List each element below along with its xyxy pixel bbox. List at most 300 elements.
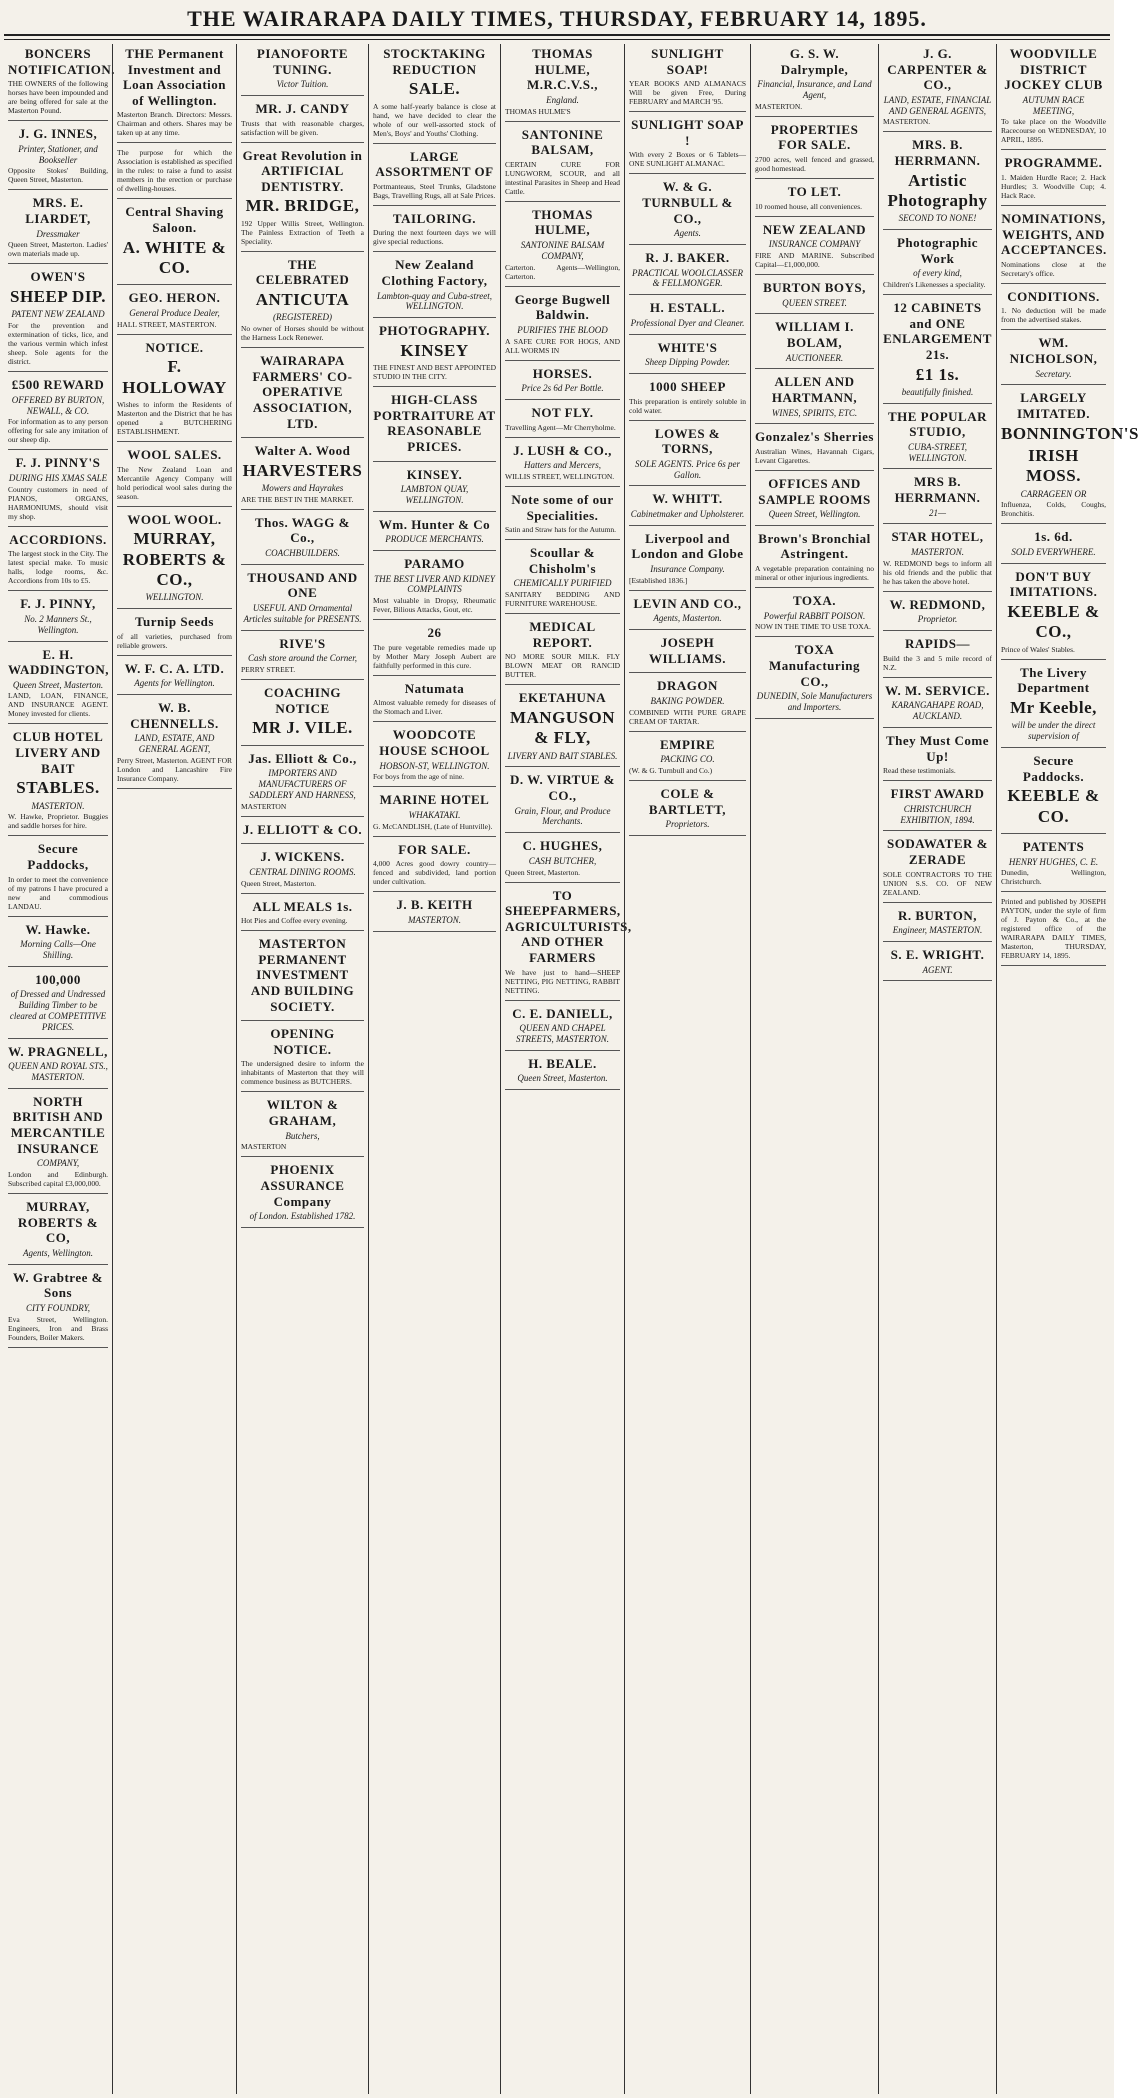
ad-heading: PROGRAMME. bbox=[1004, 155, 1103, 171]
advertisement bbox=[629, 531, 746, 591]
ad-tagline: beautifully finished. bbox=[901, 386, 974, 397]
ad-subheading: SHEEP DIP. bbox=[9, 286, 107, 306]
advertisement bbox=[117, 447, 232, 507]
ad-heading: DRAGON bbox=[657, 678, 718, 694]
advertisement bbox=[241, 570, 364, 631]
advertisement bbox=[117, 700, 232, 789]
ad-heading: THOMAS HULME, bbox=[532, 206, 593, 238]
ad-heading: Wm. Hunter & Co bbox=[378, 516, 491, 532]
ad-heading: Great Revolution in ARTIFICIAL DENTISTRY. bbox=[242, 147, 363, 194]
ad-heading: C. HUGHES, bbox=[522, 838, 603, 854]
ad-heading: MRS. B. HERRMANN. bbox=[894, 137, 981, 168]
ad-heading: WAIRARAPA FARMERS' CO-OPERATIVE ASSOCIATION, LTD. bbox=[252, 353, 353, 431]
ad-tagline: Morning Calls—One Shilling. bbox=[20, 939, 96, 961]
ad-heading: H. BEALE. bbox=[528, 1055, 597, 1071]
ad-tagline: Hatters and Mercers, bbox=[524, 460, 601, 471]
advertisement bbox=[8, 922, 108, 967]
ad-tagline: 21— bbox=[928, 507, 946, 518]
ad-heading: J. LUSH & CO., bbox=[513, 442, 612, 458]
ad-subheading: A. WHITE & CO. bbox=[122, 237, 227, 277]
advertisement bbox=[883, 137, 992, 230]
ad-subheading: KEEBLE & CO. bbox=[1007, 786, 1100, 826]
ad-tagline: QUEEN AND CHAPEL STREETS, MASTERTON. bbox=[515, 1023, 610, 1044]
ad-tagline: Lambton-quay and Cuba-street, WELLINGTON. bbox=[377, 290, 492, 312]
ad-tagline: CENTRAL DINING ROOMS. bbox=[249, 866, 356, 877]
ad-heading: HORSES. bbox=[532, 365, 593, 381]
ad-heading: Thos. WAGG & Co., bbox=[255, 514, 350, 546]
ad-tagline: QUEEN AND ROYAL STS., MASTERTON. bbox=[8, 1061, 108, 1082]
ad-heading: LOWES & TORNS, bbox=[654, 425, 721, 457]
ad-tagline: Cabinetmaker and Upholsterer. bbox=[630, 508, 745, 519]
ad-tagline: DUNEDIN, Sole Manufacturers and Importers. bbox=[756, 691, 873, 713]
ad-heading: KINSEY. bbox=[406, 466, 463, 482]
advertisement bbox=[505, 838, 620, 882]
advertisement bbox=[883, 786, 992, 831]
ad-heading: OFFICES AND SAMPLE ROOMS bbox=[758, 475, 871, 507]
ad-heading: SUNLIGHT SOAP! bbox=[651, 46, 724, 77]
advertisement bbox=[373, 842, 496, 893]
advertisement bbox=[629, 250, 746, 295]
ad-tagline: CASH BUTCHER, bbox=[528, 855, 597, 866]
ad-tagline: HOBSON-ST, WELLINGTON. bbox=[379, 760, 490, 771]
advertisement bbox=[629, 491, 746, 525]
ad-text: SANITARY BEDDING AND FURNITURE WAREHOUSE. bbox=[505, 590, 620, 609]
ad-heading: MARINE HOTEL bbox=[379, 792, 490, 808]
ad-heading: W. & G. TURNBULL & CO., bbox=[642, 179, 733, 226]
ad-heading: Natumata bbox=[404, 680, 465, 696]
ad-tagline: WELLINGTON. bbox=[145, 592, 204, 603]
ad-heading: WILLIAM I. BOLAM, bbox=[775, 319, 854, 350]
advertisement bbox=[755, 476, 874, 526]
advertisement bbox=[8, 195, 108, 264]
advertisement bbox=[1001, 46, 1106, 150]
ad-text: Satin and Straw hats for the Autumn. bbox=[505, 525, 617, 535]
advertisement bbox=[629, 426, 746, 487]
advertisement bbox=[505, 443, 620, 487]
advertisement bbox=[8, 455, 108, 526]
ad-heading: TAILORING. bbox=[392, 210, 477, 226]
ad-tagline: No. 2 Manners St., Wellington. bbox=[24, 613, 92, 635]
ad-tagline: General Produce Dealer, bbox=[129, 307, 220, 318]
ad-text: Australian Wines, Havannah Cigars, Levant Cigarettes. bbox=[755, 446, 874, 465]
ad-text: W. REDMOND begs to inform all his old friends and the public that he has taken the above hotel. bbox=[883, 558, 992, 586]
ad-text: (W. & G. Turnbull and Co.) bbox=[629, 766, 713, 776]
advertisement bbox=[1001, 390, 1139, 524]
advertisement bbox=[117, 614, 232, 656]
ad-tagline: SANTONINE BALSAM COMPANY, bbox=[520, 239, 605, 261]
ad-text: Prince of Wales' Stables. bbox=[1001, 644, 1075, 654]
ad-tagline: LAND, ESTATE, AND GENERAL AGENT, bbox=[134, 733, 215, 755]
ad-text: Perry Street, Masterton. AGENT FOR London and Lancashire Fire Insurance Company. bbox=[117, 756, 232, 784]
advertisement bbox=[8, 1199, 108, 1265]
ad-heading: They Must Come Up! bbox=[885, 733, 990, 764]
advertisement bbox=[629, 379, 746, 421]
ad-text: For information as to any person offering for sale any imitation of our sheep dip. bbox=[8, 417, 108, 445]
ad-heading: PROPERTIES FOR SALE. bbox=[770, 121, 859, 153]
advertisement bbox=[629, 737, 746, 781]
ad-heading: PHOENIX ASSURANCE Company bbox=[260, 1162, 345, 1209]
advertisement bbox=[1001, 839, 1106, 892]
ad-text: LAND, LOAN, FINANCE, AND INSURANCE AGENT. Money invested for clients. bbox=[8, 691, 108, 719]
advertisement bbox=[373, 625, 496, 676]
advertisement bbox=[373, 211, 496, 253]
ad-tagline: COMPANY, bbox=[36, 1158, 80, 1169]
advertisement bbox=[629, 678, 746, 731]
ad-tagline: BAKING POWDER. bbox=[650, 695, 725, 706]
advertisement bbox=[373, 392, 496, 461]
advertisement bbox=[241, 1097, 364, 1157]
ad-heading: W. REDMOND, bbox=[889, 596, 986, 612]
ad-heading: Walter A. Wood bbox=[254, 443, 351, 459]
ad-heading: R. BURTON, bbox=[897, 907, 978, 923]
advertisement bbox=[755, 319, 874, 369]
ad-subheading: MR J. VILE. bbox=[252, 718, 353, 738]
ad-tagline: OFFERED BY BURTON, NEWALL, & CO. bbox=[11, 394, 105, 416]
ad-tagline: Secretary. bbox=[1035, 368, 1072, 379]
ad-text: Queen Street, Masterton. bbox=[505, 867, 580, 877]
ad-heading: WOODCOTE HOUSE SCHOOL bbox=[379, 727, 490, 759]
advertisement bbox=[1001, 289, 1106, 331]
ad-heading: J. WICKENS. bbox=[260, 849, 345, 865]
ad-heading: Scoullar & Chisholm's bbox=[528, 545, 597, 576]
advertisement bbox=[629, 300, 746, 334]
ad-heading: COACHING NOTICE bbox=[264, 685, 341, 716]
ad-tagline: KARANGAHAPE ROAD, AUCKLAND. bbox=[891, 700, 984, 722]
advertisement bbox=[241, 899, 364, 932]
ad-heading: Turnip Seeds bbox=[135, 614, 214, 630]
ad-tagline: LIVERY AND BAIT STABLES. bbox=[507, 750, 618, 761]
ad-heading: Jas. Elliott & Co., bbox=[248, 750, 357, 766]
ad-heading: Photographic Work bbox=[896, 235, 979, 266]
ad-heading: RAPIDS— bbox=[905, 636, 970, 652]
ad-heading: ALLEN AND HARTMANN, bbox=[771, 374, 858, 405]
advertisement bbox=[883, 300, 992, 404]
ad-tagline: MASTERTON. bbox=[31, 800, 85, 811]
ad-tagline: SOLD EVERYWHERE. bbox=[1011, 547, 1096, 558]
advertisement bbox=[1001, 335, 1106, 385]
ad-text: To take place on the Woodville Racecourse on WEDNESDAY, 10 APRIL, 1895. bbox=[1001, 117, 1106, 145]
ad-heading: THOUSAND AND ONE bbox=[247, 569, 358, 601]
advertisement bbox=[241, 148, 364, 252]
ad-subheading: BONNINGTON'S bbox=[1001, 423, 1139, 443]
ad-tagline: Queen Street, Masterton. bbox=[517, 1073, 608, 1084]
ad-text: The New Zealand Loan and Mercantile Agency Company will hold periodical wool sales during the season. bbox=[117, 464, 232, 501]
ad-tagline: Queen Street, Masterton. bbox=[12, 679, 104, 690]
advertisement bbox=[883, 908, 992, 942]
ad-heading: JOSEPH WILLIAMS. bbox=[648, 635, 727, 666]
advertisement bbox=[241, 822, 364, 845]
advertisement bbox=[505, 772, 620, 833]
ad-heading: ACCORDIONS. bbox=[9, 531, 107, 547]
advertisement bbox=[629, 179, 746, 245]
advertisement bbox=[241, 101, 364, 143]
ad-tagline: Insurance Company. bbox=[650, 563, 725, 574]
ad-text: For boys from the age of nine. bbox=[373, 772, 465, 782]
advertisement bbox=[241, 46, 364, 96]
advertisement bbox=[505, 207, 620, 287]
advertisement bbox=[373, 257, 496, 318]
ad-heading: G. S. W. Dalrymple, bbox=[780, 46, 849, 77]
advertisement bbox=[883, 733, 992, 781]
ad-heading: DON'T BUY IMITATIONS. bbox=[1009, 568, 1098, 600]
ad-tagline: Agents. bbox=[674, 228, 701, 239]
ad-heading: Note some of our Specialities. bbox=[511, 491, 614, 523]
ad-text: MASTERTON. bbox=[883, 117, 931, 127]
advertisement bbox=[755, 374, 874, 424]
advertisement bbox=[117, 340, 232, 442]
ad-heading: Gonzalez's Sherries bbox=[755, 429, 874, 445]
ad-heading: 26 bbox=[427, 625, 442, 641]
advertisement bbox=[117, 204, 232, 285]
masthead-rule bbox=[4, 34, 1110, 36]
ad-heading: W. M. SERVICE. bbox=[885, 682, 990, 698]
ad-text: NO MORE SOUR MILK. FLY BLOWN MEAT OR RANCID BUTTER. bbox=[505, 652, 620, 680]
ad-tagline: England. bbox=[546, 94, 579, 105]
advertisement bbox=[505, 545, 620, 614]
ad-tagline: Butchers, bbox=[285, 1130, 320, 1141]
ad-text: Travelling Agent—Mr Cherryholme. bbox=[505, 422, 616, 432]
ad-heading: STAR HOTEL, bbox=[891, 529, 984, 545]
ad-tagline: Agents, Wellington. bbox=[23, 1247, 93, 1258]
advertisement bbox=[1001, 569, 1106, 660]
advertisement bbox=[755, 429, 874, 471]
ad-tagline: PRODUCE MERCHANTS. bbox=[385, 534, 484, 545]
ad-text: Wishes to inform the Residents of Masterton and the District that he has opened a BUTCHERING ESTABLISHMENT. bbox=[117, 400, 232, 437]
ad-tagline: AUTUMN RACE MEETING, bbox=[1022, 94, 1085, 116]
advertisement bbox=[373, 556, 496, 620]
advertisement bbox=[883, 597, 992, 631]
ad-heading: FOR SALE. bbox=[398, 841, 471, 857]
advertisement bbox=[883, 529, 992, 591]
ad-heading: NOMINATIONS, WEIGHTS, AND ACCEPTANCES. bbox=[1001, 210, 1107, 258]
ad-tagline: IMPORTERS AND MANUFACTURERS OF SADDLERY AND HARNESS, bbox=[249, 768, 356, 800]
advertisement bbox=[241, 257, 364, 348]
advertisement bbox=[8, 532, 108, 592]
advertisement bbox=[8, 972, 108, 1039]
ad-tagline: CITY FOUNDRY, bbox=[25, 1302, 91, 1313]
ad-heading: Brown's Bronchial Astringent. bbox=[758, 530, 871, 562]
advertisement bbox=[505, 887, 632, 1001]
ad-heading: New Zealand Clothing Factory, bbox=[381, 257, 488, 288]
ad-text: During the next fourteen days we will give special reductions. bbox=[373, 228, 496, 247]
ad-text: The purpose for which the Association is established as specified in the rules: to raise a fund to assist members in the erection or purchase of dwelling-houses. bbox=[117, 148, 232, 194]
ad-heading: MRS B. HERRMANN. bbox=[894, 474, 981, 506]
advertisement bbox=[373, 517, 496, 551]
ad-heading: 100,000 bbox=[35, 971, 81, 987]
ad-text: For the prevention and extermination of ticks, lice, and the various vermin which infest sheep. Sole agents for the district. bbox=[8, 321, 108, 367]
column-7 bbox=[750, 44, 878, 2094]
advertisement bbox=[373, 46, 496, 144]
ad-tagline: PATENT NEW ZEALAND bbox=[11, 309, 105, 320]
ad-heading: ALL MEALS 1s. bbox=[252, 898, 353, 914]
ad-subheading: STABLES. bbox=[16, 778, 100, 798]
ad-heading: F. J. PINNY'S bbox=[15, 455, 101, 471]
ad-tagline: of Dressed and Undressed Building Timber to be cleared at COMPETITIVE PRICES. bbox=[9, 989, 107, 1032]
ad-tagline: Agents, Masterton. bbox=[653, 613, 722, 624]
advertisement bbox=[755, 122, 874, 179]
advertisement bbox=[755, 46, 874, 117]
ad-heading: C. E. DANIELL, bbox=[512, 1005, 613, 1021]
ad-text: Country customers in need of PIANOS, ORGANS, HARMONIUMS, should visit my shop. bbox=[8, 484, 108, 521]
ad-tagline: Professional Dyer and Cleaner. bbox=[630, 317, 745, 328]
ad-text: MASTERTON. bbox=[755, 101, 803, 111]
ad-heading: R. J. BAKER. bbox=[645, 249, 730, 265]
advertisement bbox=[505, 492, 620, 540]
advertisement bbox=[755, 184, 874, 217]
ad-heading: TOXA. bbox=[792, 593, 837, 609]
advertisement bbox=[8, 729, 108, 836]
ad-text: Build the 3 and 5 mile record of N.Z. bbox=[883, 653, 992, 672]
ad-heading: WHITE'S bbox=[657, 339, 718, 355]
ad-heading: THOMAS HULME, M.R.C.V.S., bbox=[527, 46, 598, 93]
ad-heading: HIGH-CLASS PORTRAITURE AT REASONABLE PRICES. bbox=[373, 392, 496, 454]
ad-tagline: of London. Established 1782. bbox=[249, 1211, 356, 1222]
ad-text: Portmanteaus, Steel Trunks, Gladstone Bags, Travelling Rugs, all at Sale Prices. bbox=[373, 181, 496, 200]
ad-tagline: CUBA-STREET, WELLINGTON. bbox=[907, 441, 968, 463]
ad-heading: MR. J. CANDY bbox=[255, 100, 350, 116]
ad-text: Read these testimonials. bbox=[883, 766, 956, 776]
ad-tagline: DURING HIS XMAS SALE bbox=[8, 472, 108, 483]
ad-tagline: QUEEN STREET. bbox=[782, 297, 847, 308]
advertisement bbox=[241, 443, 364, 510]
advertisement bbox=[8, 377, 108, 450]
ad-heading: WOOL WOOL. bbox=[127, 511, 222, 527]
ad-heading: W. PRAGNELL, bbox=[8, 1043, 108, 1059]
ad-text: With every 2 Boxes or 6 Tablets—ONE SUNLIGHT ALMANAC. bbox=[629, 150, 746, 169]
ad-heading: WM. NICHOLSON, bbox=[1009, 335, 1098, 366]
ad-tagline: Financial, Insurance, and Land Agent, bbox=[757, 79, 872, 100]
ad-heading: NORTH BRITISH AND MERCANTILE INSURANCE bbox=[10, 1093, 106, 1156]
ad-tagline: AUCTIONEER. bbox=[785, 352, 844, 363]
advertisement bbox=[8, 1270, 108, 1348]
ad-tagline: Mowers and Hayrakes bbox=[261, 483, 344, 494]
ad-tagline: AGENT. bbox=[922, 964, 953, 975]
ad-text: FIRE AND MARINE. Subscribed Capital—£1,000,000. bbox=[755, 250, 874, 269]
advertisement bbox=[1001, 753, 1106, 834]
ad-heading: 12 CABINETS and ONE ENLARGEMENT 21s. bbox=[883, 300, 992, 362]
advertisement bbox=[373, 897, 496, 931]
ad-text: NOW IN THE TIME TO USE TOXA. bbox=[755, 622, 871, 632]
ad-heading: The Livery Department bbox=[1017, 664, 1090, 696]
ad-text: A vegetable preparation containing no mineral or other injurious ingredients. bbox=[755, 564, 874, 583]
ad-tagline: Agents for Wellington. bbox=[134, 678, 215, 689]
ad-tagline: of every kind, bbox=[913, 268, 962, 279]
ad-tagline: CARRAGEEN OR bbox=[1020, 488, 1087, 499]
ad-heading: WOOL SALES. bbox=[127, 447, 222, 463]
ad-heading: SANTONINE BALSAM, bbox=[521, 126, 604, 158]
ad-subheading: F. HOLLOWAY bbox=[122, 357, 227, 397]
ad-text: Nominations close at the Secretary's office. bbox=[1001, 259, 1106, 278]
ad-heading: GEO. HERON. bbox=[128, 290, 221, 306]
advertisement bbox=[505, 292, 620, 361]
advertisement bbox=[505, 46, 620, 122]
column-3 bbox=[236, 44, 368, 2094]
ad-tagline: CHRISTCHURCH EXHIBITION, 1894. bbox=[900, 803, 975, 825]
ad-heading: W. Grabtree & Sons bbox=[13, 1269, 103, 1301]
column-5 bbox=[500, 44, 632, 2094]
ad-tagline: will be under the direct supervision of bbox=[1011, 720, 1096, 742]
advertisement bbox=[241, 515, 364, 565]
advertisement bbox=[117, 148, 232, 199]
advertisement bbox=[8, 46, 116, 121]
ad-heading: SODAWATER & ZERADE bbox=[887, 836, 988, 867]
advertisement bbox=[1001, 665, 1106, 748]
advertisement bbox=[883, 947, 992, 981]
ad-text: HALL STREET, MASTERTON. bbox=[117, 319, 217, 329]
ad-subheading: £1 1s. bbox=[915, 364, 960, 384]
advertisement bbox=[629, 635, 746, 673]
ad-heading: MURRAY, ROBERTS & CO, bbox=[17, 1198, 99, 1246]
ad-heading: PHOTOGRAPHY. bbox=[378, 323, 491, 339]
ad-heading: BONCERS NOTIFICATION. bbox=[8, 46, 116, 77]
advertisement bbox=[883, 235, 992, 295]
advertisement bbox=[629, 596, 746, 630]
ad-subheading: KINSEY bbox=[400, 340, 469, 360]
ad-text: Masterton Branch. Directors: Messrs. Chairman and others. Shares may be taken up at any time. bbox=[117, 110, 232, 138]
masthead-title: THE WAIRARAPA DAILY TIMES, THURSDAY, FEBRUARY 14, 1895. bbox=[187, 6, 927, 31]
advertisement bbox=[8, 647, 108, 725]
ad-subheading: SALE. bbox=[408, 79, 461, 99]
ad-heading: 1000 SHEEP bbox=[649, 378, 726, 394]
advertisement bbox=[373, 681, 496, 723]
advertisement bbox=[883, 474, 992, 524]
ad-text: A some half-yearly balance is close at hand, we have decided to clear the whole of our well-assorted stock of Men's, Boys' and Youths' Clothing. bbox=[373, 101, 496, 138]
ad-heading: J. G. CARPENTER & CO., bbox=[887, 46, 988, 93]
advertisement bbox=[117, 661, 232, 695]
ad-heading: LEVIN AND CO., bbox=[633, 595, 742, 611]
advertisement bbox=[755, 642, 874, 718]
ad-tagline: INSURANCE COMPANY bbox=[768, 239, 861, 250]
masthead bbox=[0, 0, 1114, 38]
advertisement bbox=[117, 512, 232, 610]
ad-tagline: CHEMICALLY PURIFIED bbox=[513, 578, 612, 589]
column-9 bbox=[996, 44, 1139, 2094]
ad-heading: LARGE ASSORTMENT OF bbox=[375, 148, 494, 180]
advertisement bbox=[505, 1056, 620, 1090]
ad-tagline: Queen Street, Wellington. bbox=[768, 509, 861, 520]
ad-text: Most valuable in Dropsy, Rheumatic Fever, Bilious Attacks, Gout, etc. bbox=[373, 596, 496, 615]
advertisement bbox=[883, 409, 992, 470]
advertisement bbox=[241, 849, 364, 893]
ad-text: Almost valuable remedy for diseases of the Stomach and Liver. bbox=[373, 698, 496, 717]
ad-tagline: Cash store around the Corner, bbox=[247, 653, 358, 664]
ad-heading: FIRST AWARD bbox=[890, 786, 985, 802]
advertisement bbox=[117, 290, 232, 334]
ad-text: YEAR BOOKS AND ALMANACS Will be given Free, During FEBRUARY and MARCH '95. bbox=[629, 79, 746, 107]
ad-text: WILLIS STREET, WELLINGTON. bbox=[505, 471, 615, 481]
ad-tagline: LAND, ESTATE, FINANCIAL AND GENERAL AGENTS, bbox=[883, 94, 992, 116]
ad-tagline: THE BEST LIVER AND KIDNEY COMPLAINTS bbox=[374, 573, 495, 595]
ad-heading: WOODVILLE DISTRICT JOCKEY CLUB bbox=[1004, 46, 1103, 93]
ad-heading: J. B. KEITH bbox=[396, 897, 473, 913]
ad-heading: EKETAHUNA bbox=[518, 690, 607, 706]
ad-tagline: PACKING CO. bbox=[660, 754, 715, 765]
ad-heading: S. E. WRIGHT. bbox=[890, 946, 985, 962]
ad-text: We have just to hand—SHEEP NETTING, PIG NETTING, RABBIT NETTING. bbox=[505, 967, 620, 995]
ad-subheading: KEEBLE & CO., bbox=[1007, 602, 1100, 642]
ad-subheading: HARVESTERS bbox=[242, 460, 363, 480]
ad-tagline: HENRY HUGHES, C. E. bbox=[1008, 856, 1099, 867]
ad-subheading-2: IRISH MOSS. bbox=[1026, 445, 1081, 486]
advertisement bbox=[373, 467, 496, 512]
ad-tagline: (REGISTERED) bbox=[273, 312, 332, 323]
ad-heading: Central Shaving Saloon. bbox=[125, 204, 224, 235]
advertisement bbox=[755, 222, 874, 275]
ad-heading: LARGELY IMITATED. bbox=[1017, 390, 1090, 421]
advertisement bbox=[883, 46, 992, 132]
ad-heading: J. ELLIOTT & CO. bbox=[242, 821, 363, 837]
ad-tagline: Grain, Flour, and Produce Merchants. bbox=[514, 805, 611, 827]
